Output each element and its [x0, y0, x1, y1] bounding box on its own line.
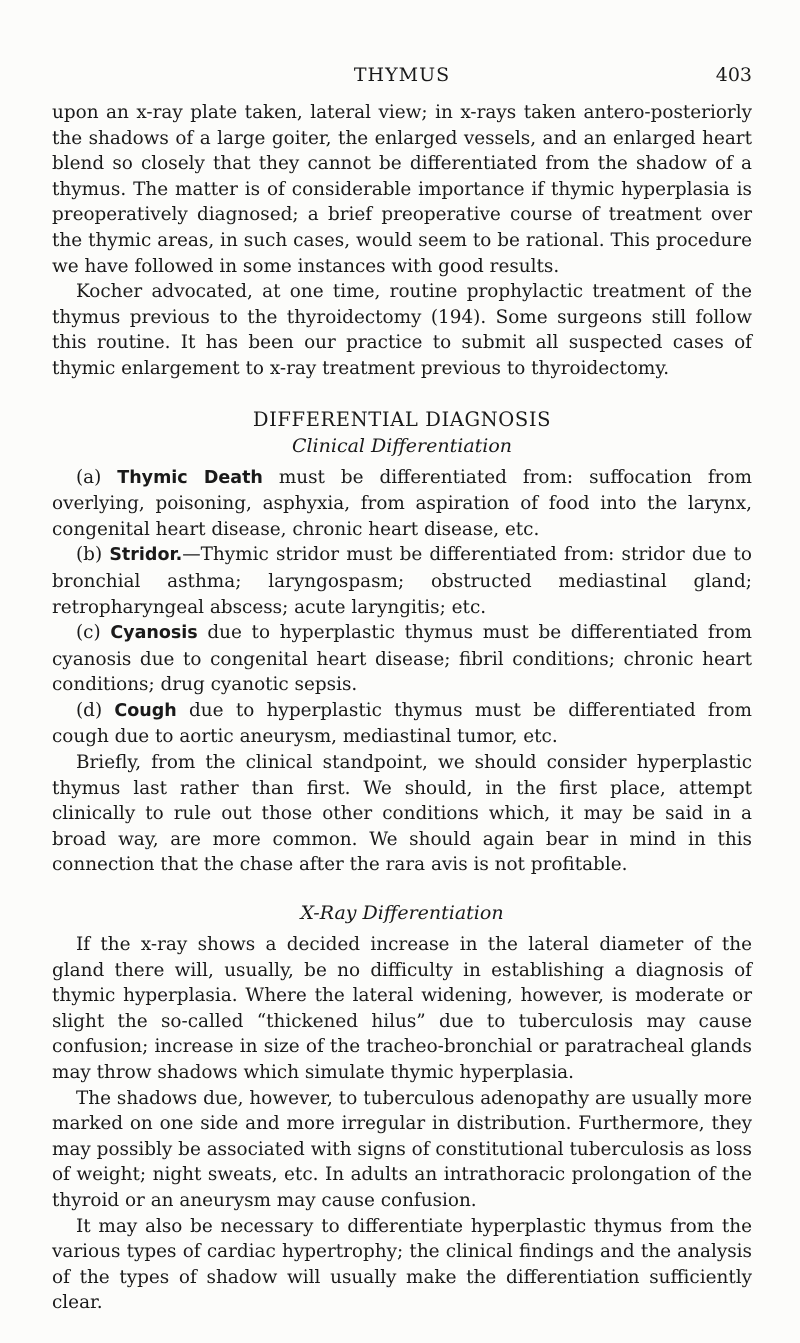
item-text: must be differentiated from: suffocation from overlying, poisoning, asphyxia, from aspiration of food into the larynx, congenital heart disease, chronic heart disease, etc.	[52, 466, 752, 540]
item-term: Thymic Death	[117, 467, 263, 488]
book-page	[52, 62, 752, 1316]
section-heading: DIFFERENTIAL DIAGNOSIS	[252, 407, 552, 431]
subheading-clinical: Clinical Differentiation	[291, 434, 513, 457]
item-b	[52, 542, 752, 620]
page-number: 403	[715, 64, 752, 86]
item-prefix: (b)	[76, 544, 110, 566]
item-text: due to hyperplastic thymus must be differentiated from cyanosis due to congenital heart disease; fibril conditions; chronic heart conditions; drug cyanotic sepsis.	[52, 622, 752, 696]
paragraph-xray-2: The shadows due, however, to tuberculous adenopathy are usually more marked on one side and more irregular in distribution. Furthermore, they may possibly be associated with signs of constitutional tuberculosis as loss of weight; night sweats, etc. In adults an intrathoracic prolongation of the thyroid or an aneurysm may cause confusion.	[52, 1087, 752, 1211]
paragraph-clinical-summary: Briefly, from the clinical standpoint, we should consider hyperplastic thymus last rather than first. We should, in the first place, attempt clinically to rule out those other conditions which, it may be said in a broad way, are more common. We should again bear in mind in this connection that the chase after the rara avis is not profitable.	[52, 752, 752, 876]
paragraph-continued: upon an x-ray plate taken, lateral view; in x-rays taken antero-posteriorly the shadows of a large goiter, the enlarged vessels, and an enlarged heart blend so closely that they cannot be differentiated from the shadow of a thymus. The matter is of considerable importance if thymic hyperplasia is preoperatively diagnosed; a brief preoperative course of treatment over the thymic areas, in such cases, would seem to be rational. This procedure we have followed in some instances with good results.	[52, 102, 752, 277]
item-term: Cough	[114, 700, 177, 721]
item-text: due to hyperplastic thymus must be differentiated from cough due to aortic aneurysm, mediastinal tumor, etc.	[52, 699, 752, 748]
item-term: Cyanosis	[110, 623, 198, 644]
running-head	[52, 62, 752, 92]
item-text: —Thymic stridor must be differentiated from: stridor due to bronchial asthma; laryngospasm; obstructed mediastinal gland; retropharyngeal abscess; acute laryngitis; etc.	[52, 544, 752, 618]
paragraph-kocher: Kocher advocated, at one time, routine prophylactic treatment of the thymus previous to the thyroidectomy (194). Some surgeons still follow this routine. It has been our practice to submit all suspected cases of thymic enlargement to x-ray treatment previous to thyroidectomy.	[52, 281, 752, 379]
paragraph-xray-1: If the x-ray shows a decided increase in the lateral diameter of the gland there will, usually, be no difficulty in establishing a diagnosis of thymic hyperplasia. Where the lateral widening, however, is moderate or slight the so-called “thickened hilus” due to tuberculosis may cause confusion; increase in size of the tracheo-bronchial or paratracheal glands may throw shadows which simulate thymic hyperplasia.	[52, 934, 752, 1083]
subheading-xray: X-Ray Differentiation	[300, 902, 504, 925]
running-title: THYMUS	[353, 64, 451, 86]
paragraph-xray-3: It may also be necessary to differentiate hyperplastic thymus from the various types of cardiac hypertrophy; the clinical findings and the analysis of the types of shadow will usually make the differentiation sufficiently clear.	[52, 1215, 752, 1314]
item-c	[52, 620, 752, 698]
item-d	[52, 698, 752, 750]
item-prefix: (a)	[76, 466, 118, 488]
item-term: Stridor.	[109, 545, 183, 566]
item-a	[52, 465, 752, 543]
item-prefix: (c)	[76, 622, 111, 644]
item-prefix: (d)	[76, 699, 115, 721]
